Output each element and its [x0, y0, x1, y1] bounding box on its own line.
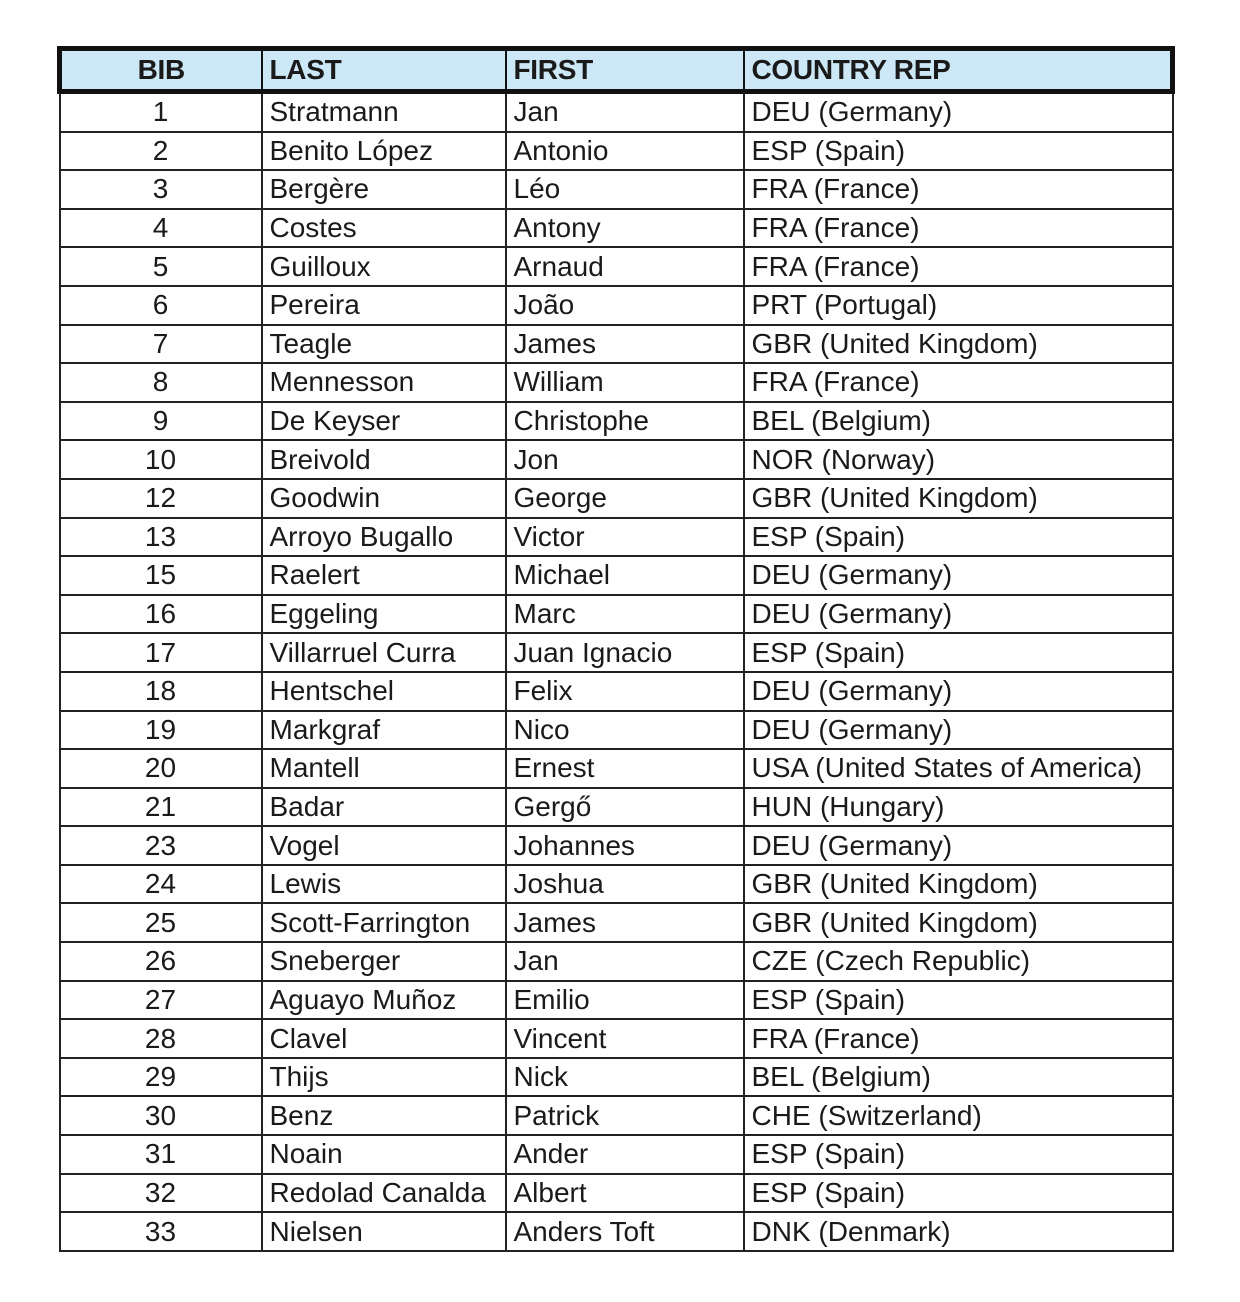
last-name-cell: Goodwin — [262, 479, 506, 518]
table-row — [60, 749, 1173, 788]
header-country-rep: COUNTRY REP — [744, 49, 1173, 92]
first-name-cell: Johannes — [506, 826, 744, 865]
first-name-cell: João — [506, 286, 744, 325]
first-name-cell: Jan — [506, 92, 744, 132]
last-name-cell: Costes — [262, 209, 506, 248]
country-rep-cell: CZE (Czech Republic) — [744, 942, 1173, 981]
table-row — [60, 1019, 1173, 1058]
table-row — [60, 942, 1173, 981]
first-name-cell: Christophe — [506, 402, 744, 441]
country-rep-cell: DNK (Denmark) — [744, 1212, 1173, 1251]
last-name-cell: Raelert — [262, 556, 506, 595]
last-name-cell: Arroyo Bugallo — [262, 518, 506, 557]
first-name-cell: James — [506, 325, 744, 364]
first-name-cell: Victor — [506, 518, 744, 557]
table-row — [60, 286, 1173, 325]
table-row — [60, 556, 1173, 595]
bib-cell: 16 — [60, 595, 262, 634]
country-rep-cell: ESP (Spain) — [744, 1174, 1173, 1213]
last-name-cell: Benito López — [262, 132, 506, 171]
bib-cell: 26 — [60, 942, 262, 981]
bib-cell: 6 — [60, 286, 262, 325]
table-row — [60, 711, 1173, 750]
table-body — [60, 92, 1173, 1251]
first-name-cell: Vincent — [506, 1019, 744, 1058]
country-rep-cell: FRA (France) — [744, 170, 1173, 209]
last-name-cell: Guilloux — [262, 247, 506, 286]
country-rep-cell: ESP (Spain) — [744, 981, 1173, 1020]
last-name-cell: Mantell — [262, 749, 506, 788]
table-row — [60, 1135, 1173, 1174]
last-name-cell: Bergère — [262, 170, 506, 209]
first-name-cell: Nick — [506, 1058, 744, 1097]
bib-cell: 2 — [60, 132, 262, 171]
table-header — [60, 49, 1173, 92]
athlete-start-list-table — [57, 46, 1175, 1252]
first-name-cell: Nico — [506, 711, 744, 750]
header-first-name: FIRST — [506, 49, 744, 92]
last-name-cell: Scott-Farrington — [262, 903, 506, 942]
last-name-cell: Thijs — [262, 1058, 506, 1097]
first-name-cell: Jan — [506, 942, 744, 981]
country-rep-cell: PRT (Portugal) — [744, 286, 1173, 325]
first-name-cell: James — [506, 903, 744, 942]
country-rep-cell: GBR (United Kingdom) — [744, 325, 1173, 364]
first-name-cell: Patrick — [506, 1096, 744, 1135]
first-name-cell: Emilio — [506, 981, 744, 1020]
country-rep-cell: FRA (France) — [744, 363, 1173, 402]
bib-cell: 24 — [60, 865, 262, 904]
header-last-name: LAST — [262, 49, 506, 92]
table-row — [60, 865, 1173, 904]
country-rep-cell: DEU (Germany) — [744, 672, 1173, 711]
bib-cell: 15 — [60, 556, 262, 595]
country-rep-cell: HUN (Hungary) — [744, 788, 1173, 827]
last-name-cell: Villarruel Curra — [262, 633, 506, 672]
first-name-cell: Arnaud — [506, 247, 744, 286]
country-rep-cell: GBR (United Kingdom) — [744, 865, 1173, 904]
country-rep-cell: FRA (France) — [744, 247, 1173, 286]
last-name-cell: Redolad Canalda — [262, 1174, 506, 1213]
table-row — [60, 1058, 1173, 1097]
table-row — [60, 1096, 1173, 1135]
first-name-cell: Anders Toft — [506, 1212, 744, 1251]
last-name-cell: Clavel — [262, 1019, 506, 1058]
first-name-cell: Michael — [506, 556, 744, 595]
bib-cell: 17 — [60, 633, 262, 672]
country-rep-cell: FRA (France) — [744, 209, 1173, 248]
bib-cell: 1 — [60, 92, 262, 132]
country-rep-cell: ESP (Spain) — [744, 132, 1173, 171]
bib-cell: 10 — [60, 440, 262, 479]
country-rep-cell: ESP (Spain) — [744, 633, 1173, 672]
country-rep-cell: FRA (France) — [744, 1019, 1173, 1058]
first-name-cell: Léo — [506, 170, 744, 209]
header-row — [60, 49, 1173, 92]
country-rep-cell: GBR (United Kingdom) — [744, 479, 1173, 518]
table-row — [60, 633, 1173, 672]
bib-cell: 4 — [60, 209, 262, 248]
first-name-cell: Albert — [506, 1174, 744, 1213]
first-name-cell: Antonio — [506, 132, 744, 171]
table-row — [60, 325, 1173, 364]
bib-cell: 28 — [60, 1019, 262, 1058]
last-name-cell: Badar — [262, 788, 506, 827]
country-rep-cell: USA (United States of America) — [744, 749, 1173, 788]
last-name-cell: Teagle — [262, 325, 506, 364]
bib-cell: 7 — [60, 325, 262, 364]
first-name-cell: William — [506, 363, 744, 402]
country-rep-cell: DEU (Germany) — [744, 711, 1173, 750]
table-row — [60, 132, 1173, 171]
country-rep-cell: DEU (Germany) — [744, 595, 1173, 634]
table-row — [60, 788, 1173, 827]
last-name-cell: Noain — [262, 1135, 506, 1174]
first-name-cell: Ander — [506, 1135, 744, 1174]
first-name-cell: Juan Ignacio — [506, 633, 744, 672]
last-name-cell: Vogel — [262, 826, 506, 865]
table-row — [60, 595, 1173, 634]
table-row — [60, 518, 1173, 557]
country-rep-cell: DEU (Germany) — [744, 556, 1173, 595]
last-name-cell: Hentschel — [262, 672, 506, 711]
table-row — [60, 247, 1173, 286]
table-row — [60, 672, 1173, 711]
first-name-cell: Gergő — [506, 788, 744, 827]
first-name-cell: Joshua — [506, 865, 744, 904]
last-name-cell: Sneberger — [262, 942, 506, 981]
table-row — [60, 981, 1173, 1020]
last-name-cell: Mennesson — [262, 363, 506, 402]
first-name-cell: Jon — [506, 440, 744, 479]
last-name-cell: Markgraf — [262, 711, 506, 750]
bib-cell: 19 — [60, 711, 262, 750]
last-name-cell: Lewis — [262, 865, 506, 904]
country-rep-cell: ESP (Spain) — [744, 1135, 1173, 1174]
table-row — [60, 440, 1173, 479]
first-name-cell: Felix — [506, 672, 744, 711]
bib-cell: 13 — [60, 518, 262, 557]
table-row — [60, 903, 1173, 942]
table-row — [60, 170, 1173, 209]
bib-cell: 5 — [60, 247, 262, 286]
bib-cell: 8 — [60, 363, 262, 402]
last-name-cell: Benz — [262, 1096, 506, 1135]
bib-cell: 23 — [60, 826, 262, 865]
bib-cell: 12 — [60, 479, 262, 518]
last-name-cell: Eggeling — [262, 595, 506, 634]
bib-cell: 20 — [60, 749, 262, 788]
table-row — [60, 479, 1173, 518]
country-rep-cell: CHE (Switzerland) — [744, 1096, 1173, 1135]
last-name-cell: Pereira — [262, 286, 506, 325]
table-row — [60, 363, 1173, 402]
bib-cell: 33 — [60, 1212, 262, 1251]
first-name-cell: Ernest — [506, 749, 744, 788]
country-rep-cell: ESP (Spain) — [744, 518, 1173, 557]
table-row — [60, 1212, 1173, 1251]
country-rep-cell: BEL (Belgium) — [744, 402, 1173, 441]
bib-cell: 32 — [60, 1174, 262, 1213]
bib-cell: 21 — [60, 788, 262, 827]
table-row — [60, 92, 1173, 132]
bib-cell: 9 — [60, 402, 262, 441]
table-row — [60, 402, 1173, 441]
bib-cell: 30 — [60, 1096, 262, 1135]
last-name-cell: Stratmann — [262, 92, 506, 132]
last-name-cell: Aguayo Muñoz — [262, 981, 506, 1020]
country-rep-cell: DEU (Germany) — [744, 826, 1173, 865]
bib-cell: 31 — [60, 1135, 262, 1174]
bib-cell: 18 — [60, 672, 262, 711]
bib-cell: 27 — [60, 981, 262, 1020]
bib-cell: 3 — [60, 170, 262, 209]
first-name-cell: Marc — [506, 595, 744, 634]
country-rep-cell: NOR (Norway) — [744, 440, 1173, 479]
last-name-cell: Breivold — [262, 440, 506, 479]
table-row — [60, 209, 1173, 248]
country-rep-cell: DEU (Germany) — [744, 92, 1173, 132]
bib-cell: 25 — [60, 903, 262, 942]
last-name-cell: Nielsen — [262, 1212, 506, 1251]
header-bib: BIB — [60, 49, 262, 92]
first-name-cell: Antony — [506, 209, 744, 248]
country-rep-cell: GBR (United Kingdom) — [744, 903, 1173, 942]
bib-cell: 29 — [60, 1058, 262, 1097]
table-row — [60, 1174, 1173, 1213]
table-row — [60, 826, 1173, 865]
last-name-cell: De Keyser — [262, 402, 506, 441]
first-name-cell: George — [506, 479, 744, 518]
country-rep-cell: BEL (Belgium) — [744, 1058, 1173, 1097]
